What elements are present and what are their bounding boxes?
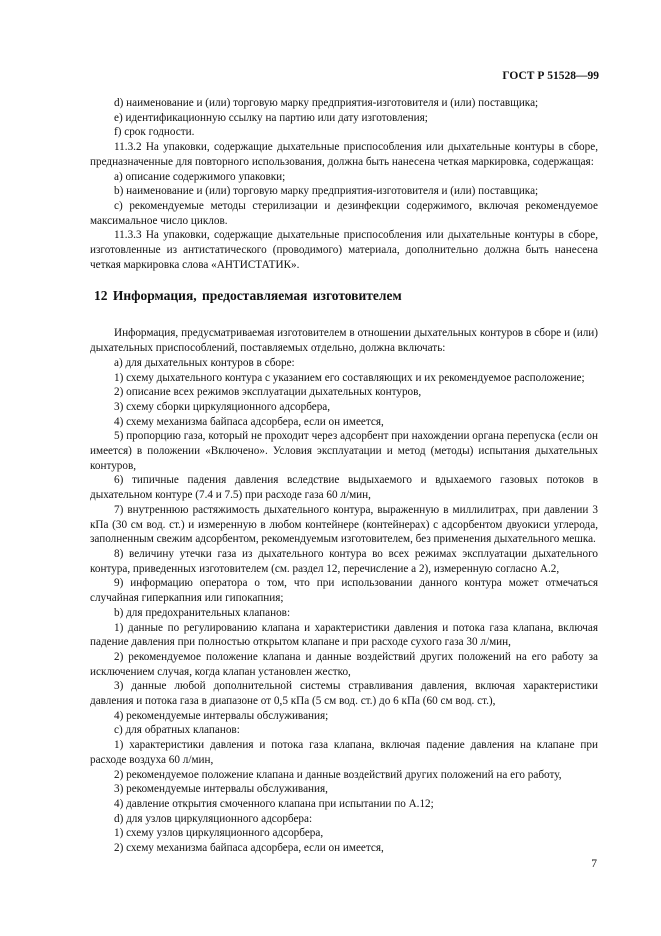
section-heading-12: 12 Информация, предоставляемая изготовителем	[94, 288, 402, 304]
list-item: d) для узлов циркуляционного адсорбера:	[114, 812, 313, 825]
list-item: b) для предохранительных клапанов:	[114, 606, 291, 619]
list-item-f-expiry: f) срок годности.	[114, 126, 195, 139]
list-item: 2) схему механизма байпаса адсорбера, если он имеется,	[114, 842, 384, 855]
document-body	[90, 96, 598, 856]
list-item: 9) информацию оператора о том, что при использовании данного контура может отмечаться случайная гиперкапния или гипокапния;	[90, 577, 598, 605]
list-item-e-batch-ref: е) идентификационную ссылку на партию или дату изготовления;	[114, 111, 428, 124]
list-item: с) для обратных клапанов:	[114, 724, 240, 737]
list-item: 4) схему механизма байпаса адсорбера, если он имеется,	[114, 415, 384, 428]
list-item-a-contents: а) описание содержимого упаковки;	[114, 170, 286, 183]
list-item-c-sterilization: с) рекомендуемые методы стерилизации и дезинфекции содержимого, включая рекомендуемое максимальное число циклов.	[90, 199, 598, 227]
list-item: 3) данные любой дополнительной системы стравливания давления, включая характеристики давления и потока газа в диапазоне от 0,5 кПа (5 см вод. ст.) до 6 кПа (60 см вод. ст.),	[90, 680, 598, 708]
list-item: 6) типичные падения давления вследствие выдыхаемого и вдыхаемого газовых потоков в дыхательном контуре (7.4 и 7.5) при расходе газа 60 л/мин,	[90, 474, 598, 502]
page-number: 7	[591, 858, 597, 870]
section-12-intro: Информация, предусматриваемая изготовителем в отношении дыхательных контуров в сборе и (или) дыхательных приспособлений, поставляемых отдельно, должна включать:	[90, 327, 598, 355]
list-item: 7) внутреннюю растяжимость дыхательного контура, выраженную в миллилитрах, при давлении 3 кПа (30 см вод. ст.) и измеренную в любом контейнере (контейнерах) с адсорбентом двуокиси углерода, заполненным свежим адсорбентом, рекомендуемым изготовителем, без применения дыхательного мешка.	[90, 503, 598, 546]
list-item: 4) рекомендуемые интервалы обслуживания;	[114, 709, 329, 722]
list-item: 2) рекомендуемое положение клапана и данные воздействий других положений на его работу за исключением случая, когда клапан установлен жестко,	[90, 650, 598, 678]
list-item: 1) характеристики давления и потока газа клапана, включая падение давления на клапане при расходе воздуха 60 л/мин,	[90, 739, 598, 766]
list-item-b-trademark: b) наименование и (или) торговую марку предприятия-изготовителя и (или) поставщика;	[114, 185, 539, 198]
document-code-header: ГОСТ Р 51528—99	[502, 70, 599, 82]
list-item: 3) рекомендуемые интервалы обслуживания,	[114, 783, 328, 796]
clause-11-3-2: 11.3.2 На упаковки, содержащие дыхательные приспособления или дыхательные контуры в сборе, предназначенные для повторного использования, должна быть нанесена четкая маркировка, содержащая:	[90, 141, 598, 168]
list-item: 1) схему узлов циркуляционного адсорбера,	[114, 827, 324, 840]
list-item: 8) величину утечки газа из дыхательного контура во всех режимах эксплуатации дыхательного контура, приведенных изготовителем (см. раздел 12, перечисление а 2), измеренную согласно А.2,	[90, 547, 598, 575]
list-item: 2) рекомендуемое положение клапана и данные воздействий других положений на его работу,	[114, 768, 562, 781]
list-item: 4) давление открытия смоченного клапана при испытании по А.12;	[114, 797, 434, 810]
list-item: а) для дыхательных контуров в сборе:	[114, 356, 295, 369]
list-item: 1) данные по регулированию клапана и характеристики давления и потока газа клапана, включая падение давления при полностью открытом клапане и при расходе сухого газа 30 л/мин,	[90, 621, 598, 649]
list-item-d-label: d) наименование и (или) торговую марку предприятия-изготовителя и (или) поставщика;	[114, 97, 539, 109]
list-item: 1) схему дыхательного контура с указанием его составляющих и их рекомендуемое расположение;	[114, 371, 585, 384]
list-item: 3) схему сборки циркуляционного адсорбера,	[114, 400, 331, 413]
clause-11-3-3: 11.3.3 На упаковки, содержащие дыхательные приспособления или дыхательные контуры в сборе, изготовленные из антистатического (проводимого) материала, дополнительно должна быть нанесена четкая маркировка слова «АНТИСТАТИК».	[90, 229, 598, 271]
list-item: 5) пропорцию газа, который не проходит через адсорбент при нахождении органа перепуска (если он имеется) в положении «Включено». Условия эксплуатации и метод (методы) испытания дыхательных контуров,	[90, 430, 598, 472]
list-item: 2) описание всех режимов эксплуатации дыхательных контуров,	[114, 386, 422, 399]
